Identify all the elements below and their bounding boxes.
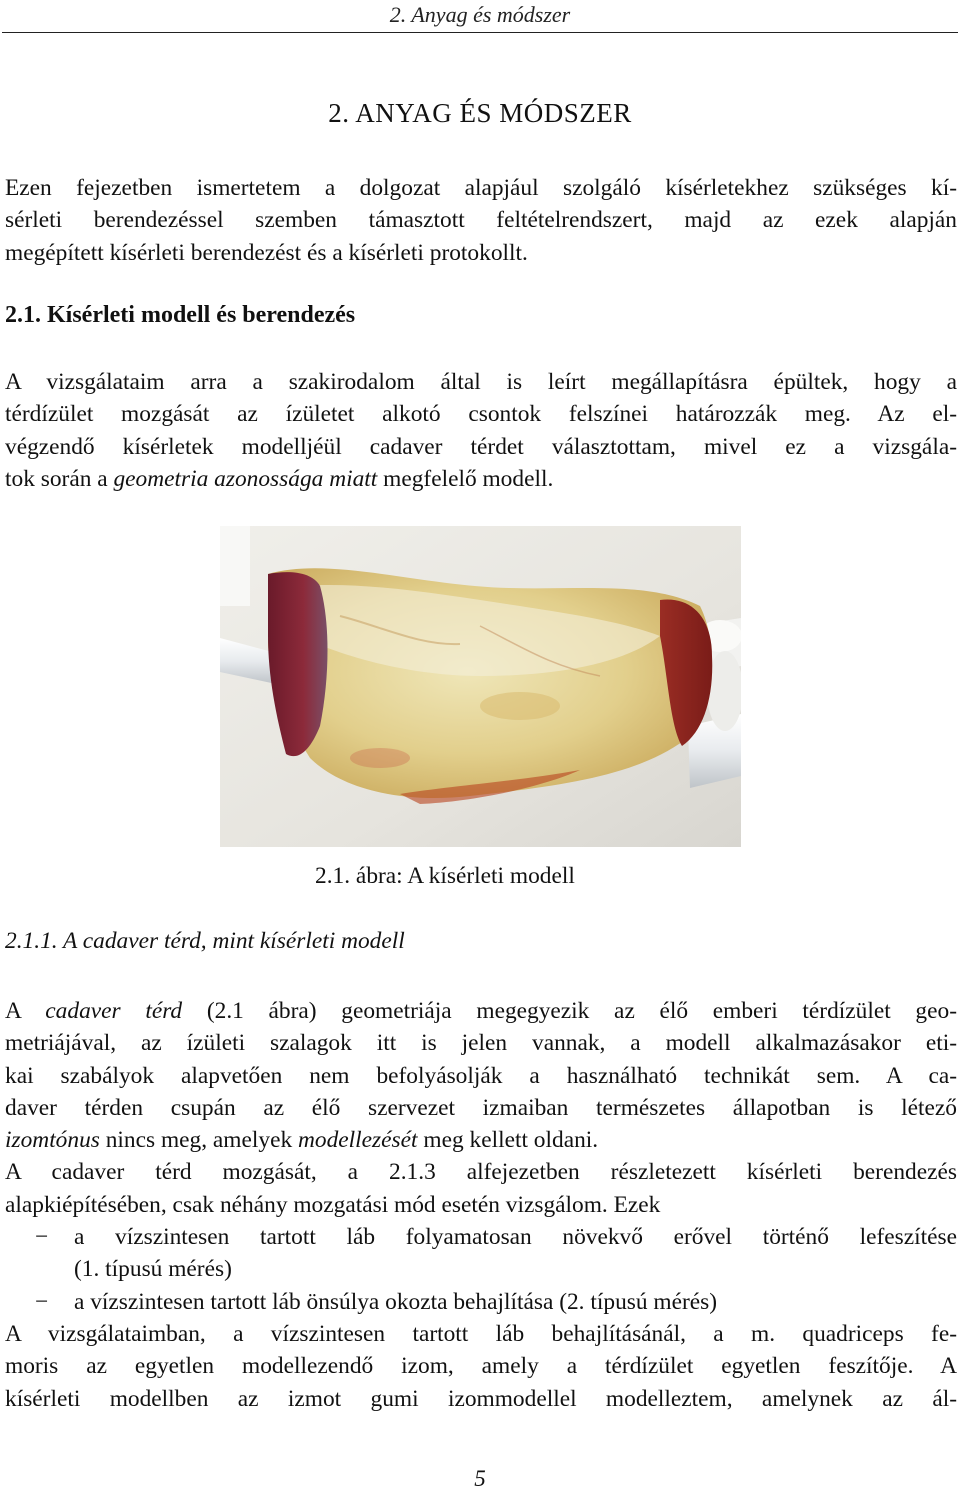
text-line: a vízszintesen tartott láb folyamatosan növekvő erővel történő lefeszítése [74,1224,957,1250]
text-line: metriájával, az ízületi szalagok itt is jelen vannak, a modell alkalmazásakor eti- [5,1030,957,1057]
text-line [5,463,957,495]
text-run: tok során a [5,465,114,492]
text-line: Ezen fejezetben ismertetem a dolgozat alapjául szolgáló kísérletekhez szükséges kí- [5,175,957,201]
text-run: A [5,998,46,1024]
subsection-paragraph [5,995,957,1221]
text-line: a vízszintesen tartott láb önsúlya okozta behajlítása (2. típusú mérés) [74,1289,718,1315]
text-run: (2.1 ábra) geometriája megegyezik az élő emberi térdízület geo- [182,998,957,1024]
page-number: 5 [474,1466,486,1491]
text-run: meg kellett oldani. [417,1127,599,1154]
emphasis-text: geometria azonossága miatt [113,465,378,492]
text-line: végzendő kísérletek modelljéül cadaver térdet választottam, mivel ez a vizsgála- [5,433,957,460]
text-line: sérleti berendezéssel szemben támasztott feltételrendszert, majd az ezek alapján [5,207,957,234]
running-header-title: 2. Anyag és módszer [389,2,571,27]
dash-bullet: − [35,1224,49,1250]
final-paragraph [5,1318,957,1415]
emphasis-text: izomtónus [5,1127,100,1154]
text-run: nincs meg, amelyek [99,1127,299,1154]
text-line: A cadaver térd mozgását, a 2.1.3 alfejezetben részletezett kísérleti berendezés [5,1159,957,1186]
text-line: A vizsgálataim arra a szakirodalom által is leírt megállapításra épültek, hogy a [5,369,957,395]
list-item-text [74,1286,957,1318]
header-rule [2,32,958,33]
intro-paragraph [5,172,957,269]
text-run: megfelelő modell. [377,465,554,492]
text-line: kísérleti modellben az izmot gumi izommodellel modelleztem, amelynek az ál- [5,1385,957,1412]
dash-bullet: − [35,1289,49,1315]
text-line: daver térden csupán az élő szervezet izmaiban természetes állapotban is létező [5,1094,957,1121]
text-line: megépített kísérleti berendezést és a kísérleti protokollt. [5,239,528,266]
list-item-text [74,1221,957,1286]
text-line: moris az egyetlen modellezendő izom, amely a térdízület egyetlen feszítője. A [5,1353,957,1380]
emphasis-text: modellezését [298,1127,418,1154]
text-line: A vizsgálataimban, a vízszintesen tartott láb behajlításánál, a m. quadriceps fe- [5,1321,957,1347]
text-line [5,995,957,1027]
figure-photo-cadaver-knee [220,526,741,847]
section-title: 2.1. Kísérleti modell és berendezés [5,302,356,328]
text-line: térdízület mozgását az ízületet alkotó csontok felszínei határozzák meg. Az el- [5,401,957,428]
text-line [5,1124,957,1156]
text-line: kai szabályok alapvetően nem befolyásolják a használható technikát sem. A ca- [5,1062,957,1089]
emphasis-text: cadaver térd [45,998,183,1024]
figure-caption: 2.1. ábra: A kísérleti modell [315,863,575,889]
running-header [0,0,960,36]
subsection-title: 2.1.1. A cadaver térd, mint kísérleti modell [5,928,405,954]
text-line: (1. típusú mérés) [74,1256,232,1283]
section-paragraph [5,366,957,495]
text-line: alapkiépítésében, csak néhány mozgatási mód esetén vizsgálom. Ezek [5,1191,661,1218]
chapter-title: 2. ANYAG ÉS MÓDSZER [328,98,632,128]
